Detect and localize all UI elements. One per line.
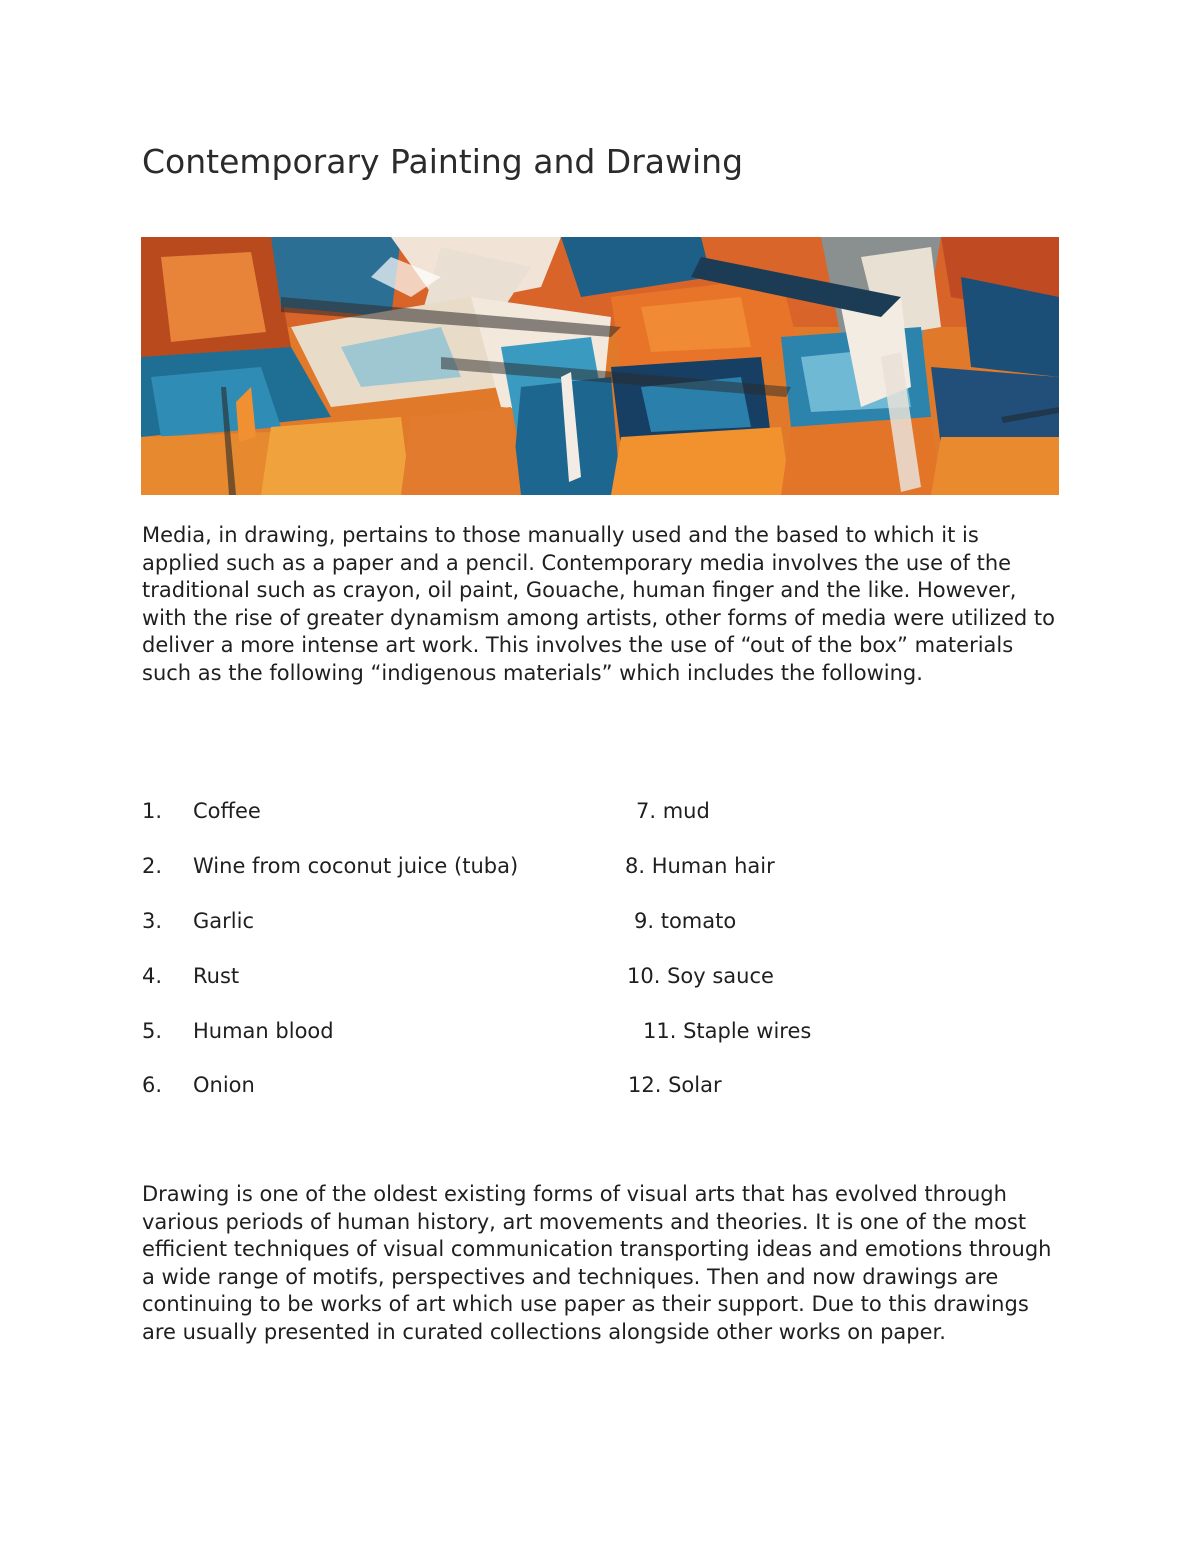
list-item: Onion [193,1073,255,1097]
painting-artwork [141,237,1059,495]
list-item: 12. Solar [628,1073,722,1097]
list-item: 7. mud [636,799,710,823]
list-item: 9. tomato [634,909,737,933]
list-item-number: 6. [142,1073,163,1097]
list-item-number: 3. [142,909,163,933]
list-item-number: 4. [142,964,163,988]
list-item: Rust [193,964,240,988]
list-item: 11. Staple wires [643,1019,812,1043]
list-item: 10. Soy sauce [627,964,774,988]
list-item: Coffee [193,799,261,823]
list-item-number: 5. [142,1019,163,1043]
intro-paragraph: Media, in drawing, pertains to those manually used and the based to which it is applied such as a paper and a pencil. Contemporary media involves the use of the traditional such as crayon, oil paint, Gouache, human finger and the like. However, with the rise of greater dynamism among artists, other forms of media were utilized to deliver a more intense art work. This involves the use of “out of the box” materials such as the following “indigenous materials” which includes the following. [142,523,1056,685]
drawing-paragraph: Drawing is one of the oldest existing forms of visual arts that has evolved through various periods of human history, art movements and theories. It is one of the most efficient techniques of visual communication transporting ideas and emotions through a wide range of motifs, perspectives and techniques. Then and now drawings are continuing to be works of art which use paper as their support. Due to this drawings are usually presented in curated collections alongside other works on paper. [142,1182,1052,1344]
list-item: Wine from coconut juice (tuba) [193,854,519,878]
list-item-number: 2. [142,854,163,878]
page-title: Contemporary Painting and Drawing [142,142,744,181]
list-item: Human blood [193,1019,334,1043]
list-item: 8. Human hair [625,854,775,878]
abstract-painting-image [141,237,1059,495]
list-item-number: 1. [142,799,163,823]
list-item: Garlic [193,909,254,933]
